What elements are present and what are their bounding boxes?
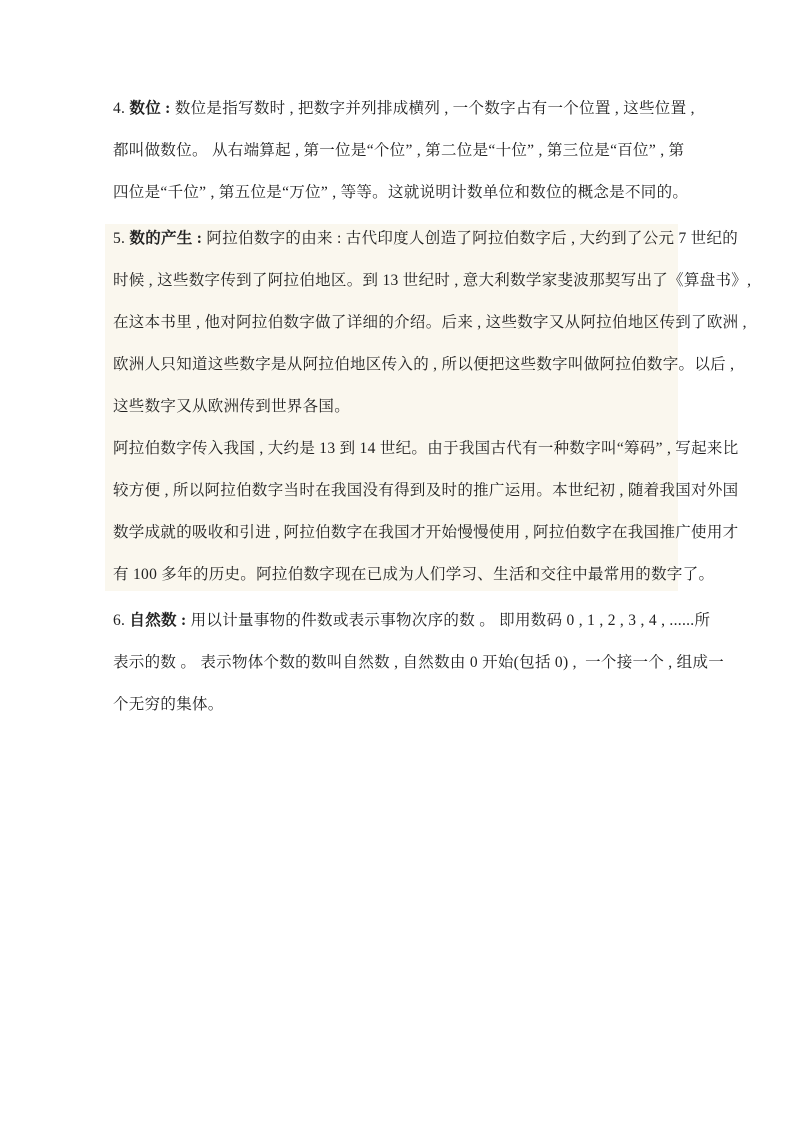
body-text: 表示的数 。 表示物体个数的数叫自然数 , 自然数由 0 开始(包括 0) , 一个接一个 , 组成一 [113,654,725,671]
body-text: 数学成就的吸收和引进 , 阿拉伯数字在我国才开始慢慢使用 , 阿拉伯数字在我国推广使用才 [113,524,739,541]
definition-item-6-natural-number [113,600,725,726]
text-line [113,218,739,260]
term-bold-text: 自然数 : [129,612,191,629]
body-text: 阿拉伯数字传入我国 , 大约是 13 到 14 世纪。由于我国古代有一种数字叫“筹码” , 写起来比 [113,440,739,457]
body-text: 欧洲人只知道这些数字是从阿拉伯地区传入的 , 所以便把这些数字叫做阿拉伯数字。以后 , [113,356,735,373]
text-line [113,554,715,596]
text-line [113,684,695,726]
body-text: 有 100 多年的历史。阿拉伯数字现在已成为人们学习、生活和交往中最常用的数字了。 [113,566,715,583]
text-line [113,130,695,172]
text-line [113,512,739,554]
term-bold-text: 数位 : [129,100,175,117]
text-line [113,600,711,642]
definition-item-5-origin-of-numbers [113,218,752,596]
body-text: 6. [113,612,130,629]
term-bold-text: 数的产生 : [129,230,207,247]
body-text: 较方便 , 所以阿拉伯数字当时在我国没有得到及时的推广运用。本世纪初 , 随着我国对外国 [113,482,739,499]
body-text: 在这本书里 , 他对阿拉伯数字做了详细的介绍。后来 , 这些数字又从阿拉伯地区传到了欧洲 , [113,314,747,331]
body-text: 个无穷的集体。 [113,696,224,713]
body-text: 用以计量事物的件数或表示事物次序的数 。 即用数码 0 , 1 , 2 , 3 , 4 , ......所 [190,612,711,629]
text-line [113,428,739,470]
body-text: 阿拉伯数字的由来 : 古代印度人创造了阿拉伯数字后 , 大约到了公元 7 世纪的 [206,230,739,247]
body-text: 4. [113,100,130,117]
text-line [113,260,752,302]
text-line [113,88,695,130]
text-line [113,302,747,344]
body-text: 四位是“千位” , 第五位是“万位” , 等等。这就说明计数单位和数位的概念是不同的。 [113,184,689,201]
document-content [113,88,752,726]
body-text: 都叫做数位。 从右端算起 , 第一位是“个位” , 第二位是“十位” , 第三位是“百位” , 第 [113,142,685,159]
text-line [113,470,739,512]
body-text: 数位是指写数时 , 把数字并列排成横列 , 一个数字占有一个位置 , 这些位置 , [174,100,695,117]
body-text: 5. [113,230,130,247]
text-line [113,172,695,214]
text-line [113,344,735,386]
body-text: 时候 , 这些数字传到了阿拉伯地区。到 13 世纪时 , 意大利数学家斐波那契写出了《算盘书》, [113,272,752,289]
body-text: 这些数字又从欧洲传到世界各国。 [113,398,351,415]
text-line [113,642,725,684]
text-line [113,386,695,428]
definition-item-4-shuwei [113,88,695,214]
